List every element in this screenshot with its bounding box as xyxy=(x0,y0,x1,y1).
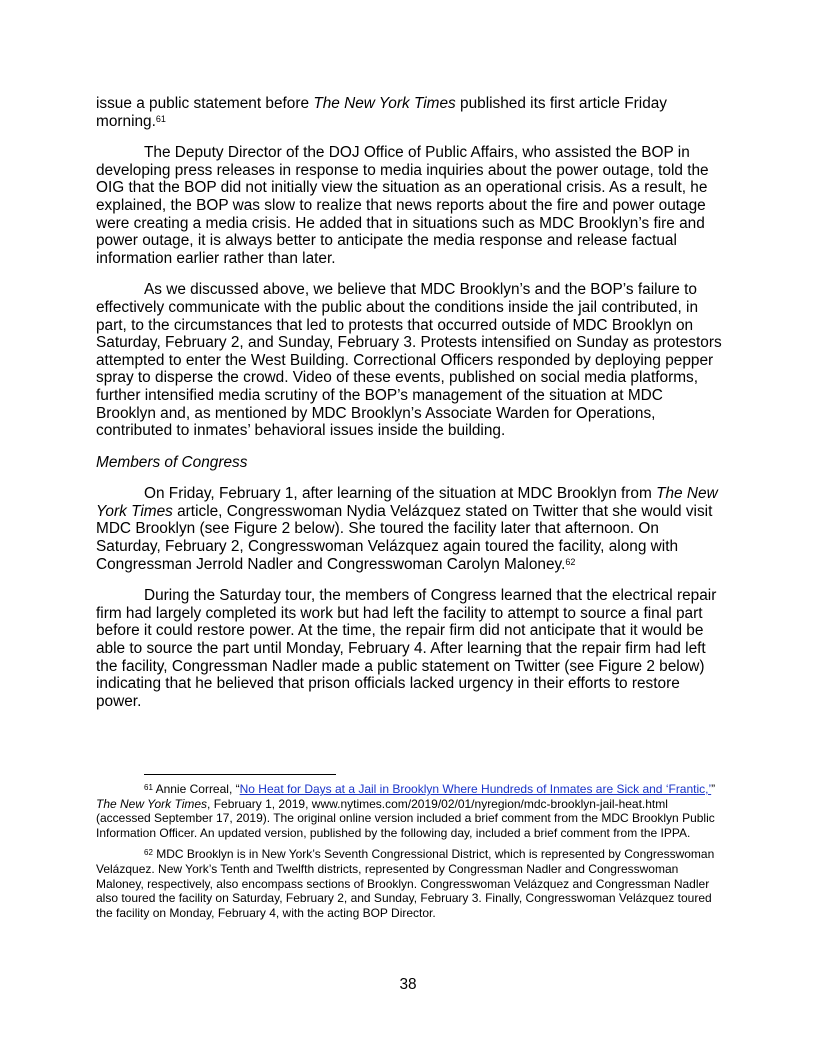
publication-title: The New York Times xyxy=(96,485,718,520)
paragraph-congress-visit xyxy=(96,485,722,573)
footnote-text: ” xyxy=(711,782,716,796)
footnote-text: Annie Correal, “ xyxy=(155,782,240,796)
footnote-text: , February 1, 2019, www.nytimes.com/2019/02/01/nyregion/mdc-brooklyn-jail-heat.html (accessed September 17, 2019). The original online version included a brief comment from the MDC Brooklyn Public Information Officer. An updated version, published by the following day, included a brief comment from the IPPA. xyxy=(96,796,715,840)
paragraph-continuation xyxy=(96,95,722,130)
footnote-62 xyxy=(96,847,722,920)
publication-title: The New York Times xyxy=(313,95,456,112)
publication-title: The New York Times xyxy=(96,796,208,811)
footnote-text: MDC Brooklyn is in New York’s Seventh Congressional District, which is represented by Congresswoman Velázquez. New York’s Tenth and Twelfth districts, represented by Congressman Nadler and Congresswoman Maloney, respectively, also encompass sections of Brooklyn. Congresswoman Velázquez and Congressman Nadler also toured the facility on Saturday, February 2, and Sunday, February 3. Finally, Congresswoman Velázquez toured the facility on Monday, February 4, with the acting BOP Director. xyxy=(96,847,715,920)
paragraph-text: issue a public statement before xyxy=(96,95,314,112)
footnotes xyxy=(96,782,722,920)
document-body xyxy=(96,95,722,710)
page-number: 38 xyxy=(399,976,417,993)
paragraph-text: On Friday, February 1, after learning of the situation at MDC Brooklyn from xyxy=(144,485,657,503)
footnote-number: 61 xyxy=(144,783,153,792)
footnote-reference-62[interactable]: 62 xyxy=(565,556,576,567)
paragraph-deputy-director: The Deputy Director of the DOJ Office of Public Affairs, who assisted the BOP in developing press releases in response to media inquiries about the power outage, told the OIG that the BOP did not initially view the situation as an operational crisis. As a result, he explained, the BOP was slow to realize that news reports about the fire and power outage were creating a media crisis. He added that in situations such as MDC Brooklyn’s fire and power outage, it is always better to anticipate the media response and release factual information earlier rather than later. xyxy=(96,144,709,267)
section-heading-members-of-congress: Members of Congress xyxy=(96,453,248,471)
article-link[interactable]: No Heat for Days at a Jail in Brooklyn Where Hundreds of Inmates are Sick and ‘Frantic,’ xyxy=(239,782,712,796)
footnote-61 xyxy=(96,782,722,840)
paragraph-text: article, Congresswoman Nydia Velázquez stated on Twitter that she would visit MDC Brooklyn (see Figure 2 below). She toured the facility later that afternoon. On Saturday, February 2, Congresswoman Velázquez again toured the facility, along with Congressman Jerrold Nadler and Congresswoman Carolyn Maloney. xyxy=(96,502,713,573)
paragraph-saturday-tour: During the Saturday tour, the members of Congress learned that the electrical repair firm had largely completed its work but had left the facility to attempt to source a final part before it could restore power. At the time, the repair firm did not anticipate that it would be able to source the part until Monday, February 4. After learning that the repair firm had left the facility, Congressman Nadler made a public statement on Twitter (see Figure 2 below) indicating that he believed that prison officials lacked urgency in their efforts to restore power. xyxy=(96,587,717,710)
paragraph-protests: As we discussed above, we believe that MDC Brooklyn’s and the BOP’s failure to effectively communicate with the public about the conditions inside the jail contributed, in part, to the circumstances that led to protests that occurred outside of MDC Brooklyn on Saturday, February 2, and Sunday, February 3. Protests intensified on Sunday as protestors attempted to enter the West Building. Correctional Officers responded by deploying pepper spray to disperse the crowd. Video of these events, published on social media platforms, further intensified media scrutiny of the BOP’s management of the situation at MDC Brooklyn and, as mentioned by MDC Brooklyn’s Associate Warden for Operations, contributed to inmates’ behavioral issues inside the building. xyxy=(96,281,722,440)
footnote-reference-61[interactable]: 61 xyxy=(155,113,166,124)
footnote-separator xyxy=(144,774,336,775)
paragraph-text: published its first article Friday morning. xyxy=(96,95,668,130)
footnote-number: 62 xyxy=(144,848,153,858)
